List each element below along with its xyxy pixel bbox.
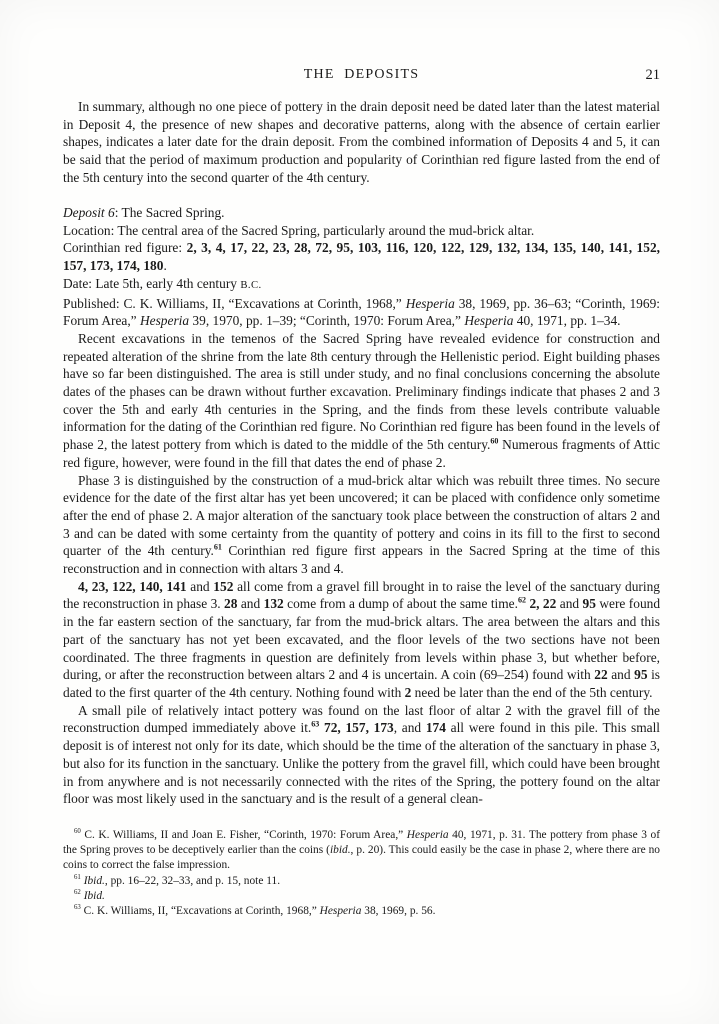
page-title: THE DEPOSITS bbox=[303, 67, 420, 82]
footnote-63: $^{63}$ C. K. Williams, II, “Excavations at Corinth, 1968,” Hesperia 38, 1969, p. 56. bbox=[74, 904, 436, 917]
body-text bbox=[63, 98, 660, 808]
deposit-published: Published: C. K. Williams, II, “Excavations at Corinth, 1968,” Hesperia 38, 1969, pp. 36–63; “Corinth, 1969: Forum Area,” Hesperia 39, 1970, pp. 1–39; “Corinth, 1970: Forum Area,” Hesperia 40, 1971, pp. 1–34. bbox=[63, 295, 660, 329]
summary-paragraph: In summary, although no one piece of pottery in the drain deposit need be dated later than the latest material in Deposit 4, the presence of new shapes and decorative patterns, along with the absence of certain earlier shapes, indicates a later date for the drain deposit. From the combined information of Deposits 4 and 5, it can be said that the period of maximum production and popularity of Corinthian red figure lasted from the end of the 5th century into the second quarter of the 4th century. bbox=[63, 99, 660, 185]
footnote-60: $^{60}$ C. K. Williams, II and Joan E. Fisher, “Corinth, 1970: Forum Area,” Hesperia 40, 1971, p. 31. The pottery from phase 3 of the Spring proves to be deceptively earlier than the coins (ibid., p. 20). This could easily be the case in phase 2, where there are no coins to correct the false impression. bbox=[63, 828, 660, 872]
footnote-61: $^{61}$ Ibid., pp. 16–22, 32–33, and p. 15, note 11. bbox=[74, 873, 281, 887]
deposit-location: Location: The central area of the Sacred Spring, particularly around the mud-brick altar. bbox=[63, 222, 535, 238]
page-number: 21 bbox=[645, 67, 660, 83]
running-head bbox=[63, 67, 660, 83]
deposit-catalogue: Corinthian red figure: 2, 3, 4, 17, 22, 23, 28, 72, 95, 103, 116, 120, 122, 129, 132, 134, 135, 140, 141, 152, 157, 173, 174, 180. bbox=[63, 240, 660, 274]
altar-floor-paragraph: A small pile of relatively intact pottery was found on the last floor of altar 2 with the gravel fill of the reconstruction dumped immediately above it.$^{63}$ 72, 157, 173, and 174 all were found in this pile. This small deposit is of interest not only for its date, which should be the time of the alteration of the sanctuary in phase 3, but also for its function in the sanctuary. Unlike the pottery from the gravel fill, which could have been brought in from anywhere and is not necessarily connected with the rites of the Spring, the pottery found on the altar floor was most likely used in the sanctuary and is the result of a general clean- bbox=[63, 702, 661, 807]
excavations-paragraph: Recent excavations in the temenos of the Sacred Spring have revealed evidence for construction and repeated alteration of the shrine from the late 8th century through the Hellenistic period. Eight building phases have so far been distinguished. The area is still under study, and no final conclusions concerning the absolute dates of the phases can be drawn without further excavation. Preliminary findings indicate that phases 2 and 3 cover the 5th and early 4th centuries in the Spring, and the finds from these levels contribute valuable information for the dating of the Corinthian red figure. No Corinthian red figure has been found in the levels of phase 2, the latest pottery from which is dated to the middle of the 5th century.$^{60}$ Numerous fragments of Attic red figure, however, were found in the fill that dates the end of phase 2. bbox=[63, 330, 660, 470]
footnotes bbox=[63, 828, 660, 919]
phase3-paragraph: Phase 3 is distinguished by the construction of a mud-brick altar which was rebuilt three times. No secure evidence for the date of the first altar has yet been uncovered; it can be placed with confidence only sometime after the end of phase 2. A major alteration of the sanctuary took place between the construction of altars 2 and 3 and can be dated with some certainty from the quantity of pottery and coins in its fill to the first to second quarter of the 4th century.$^{61}$ Corinthian red figure first appears in the Sacred Spring at the time of this reconstruction and in connection with altars 3 and 4. bbox=[63, 472, 661, 577]
deposit-heading: Deposit 6: The Sacred Spring. bbox=[63, 205, 225, 221]
footnote-62: $^{62}$ Ibid. bbox=[74, 888, 105, 902]
gravel-fill-paragraph: 4, 23, 122, 140, 141 and 152 all come from a gravel fill brought in to raise the level of the sanctuary during the reconstruction in phase 3. 28 and 132 come from a dump of about the same time.$^{62}$ 2, 22 and 95 were found in the far eastern section of the sanctuary, far from the mud-brick altars. The area between the altars and this part of the sanctuary has not yet been excavated, and the floor levels of the two sections have not been coordinated. The three fragments in question are definitely from levels within phase 3, but whether before, during, or after the reconstruction between altars 2 and 4 is uncertain. A coin (69–254) found with 22 and 95 is dated to the first quarter of the 4th century. Nothing found with 2 need be later than the end of the 5th century. bbox=[63, 578, 661, 700]
deposit-date: Date: Late 5th, early 4th century B.C. bbox=[63, 275, 262, 291]
text-column bbox=[63, 67, 660, 919]
